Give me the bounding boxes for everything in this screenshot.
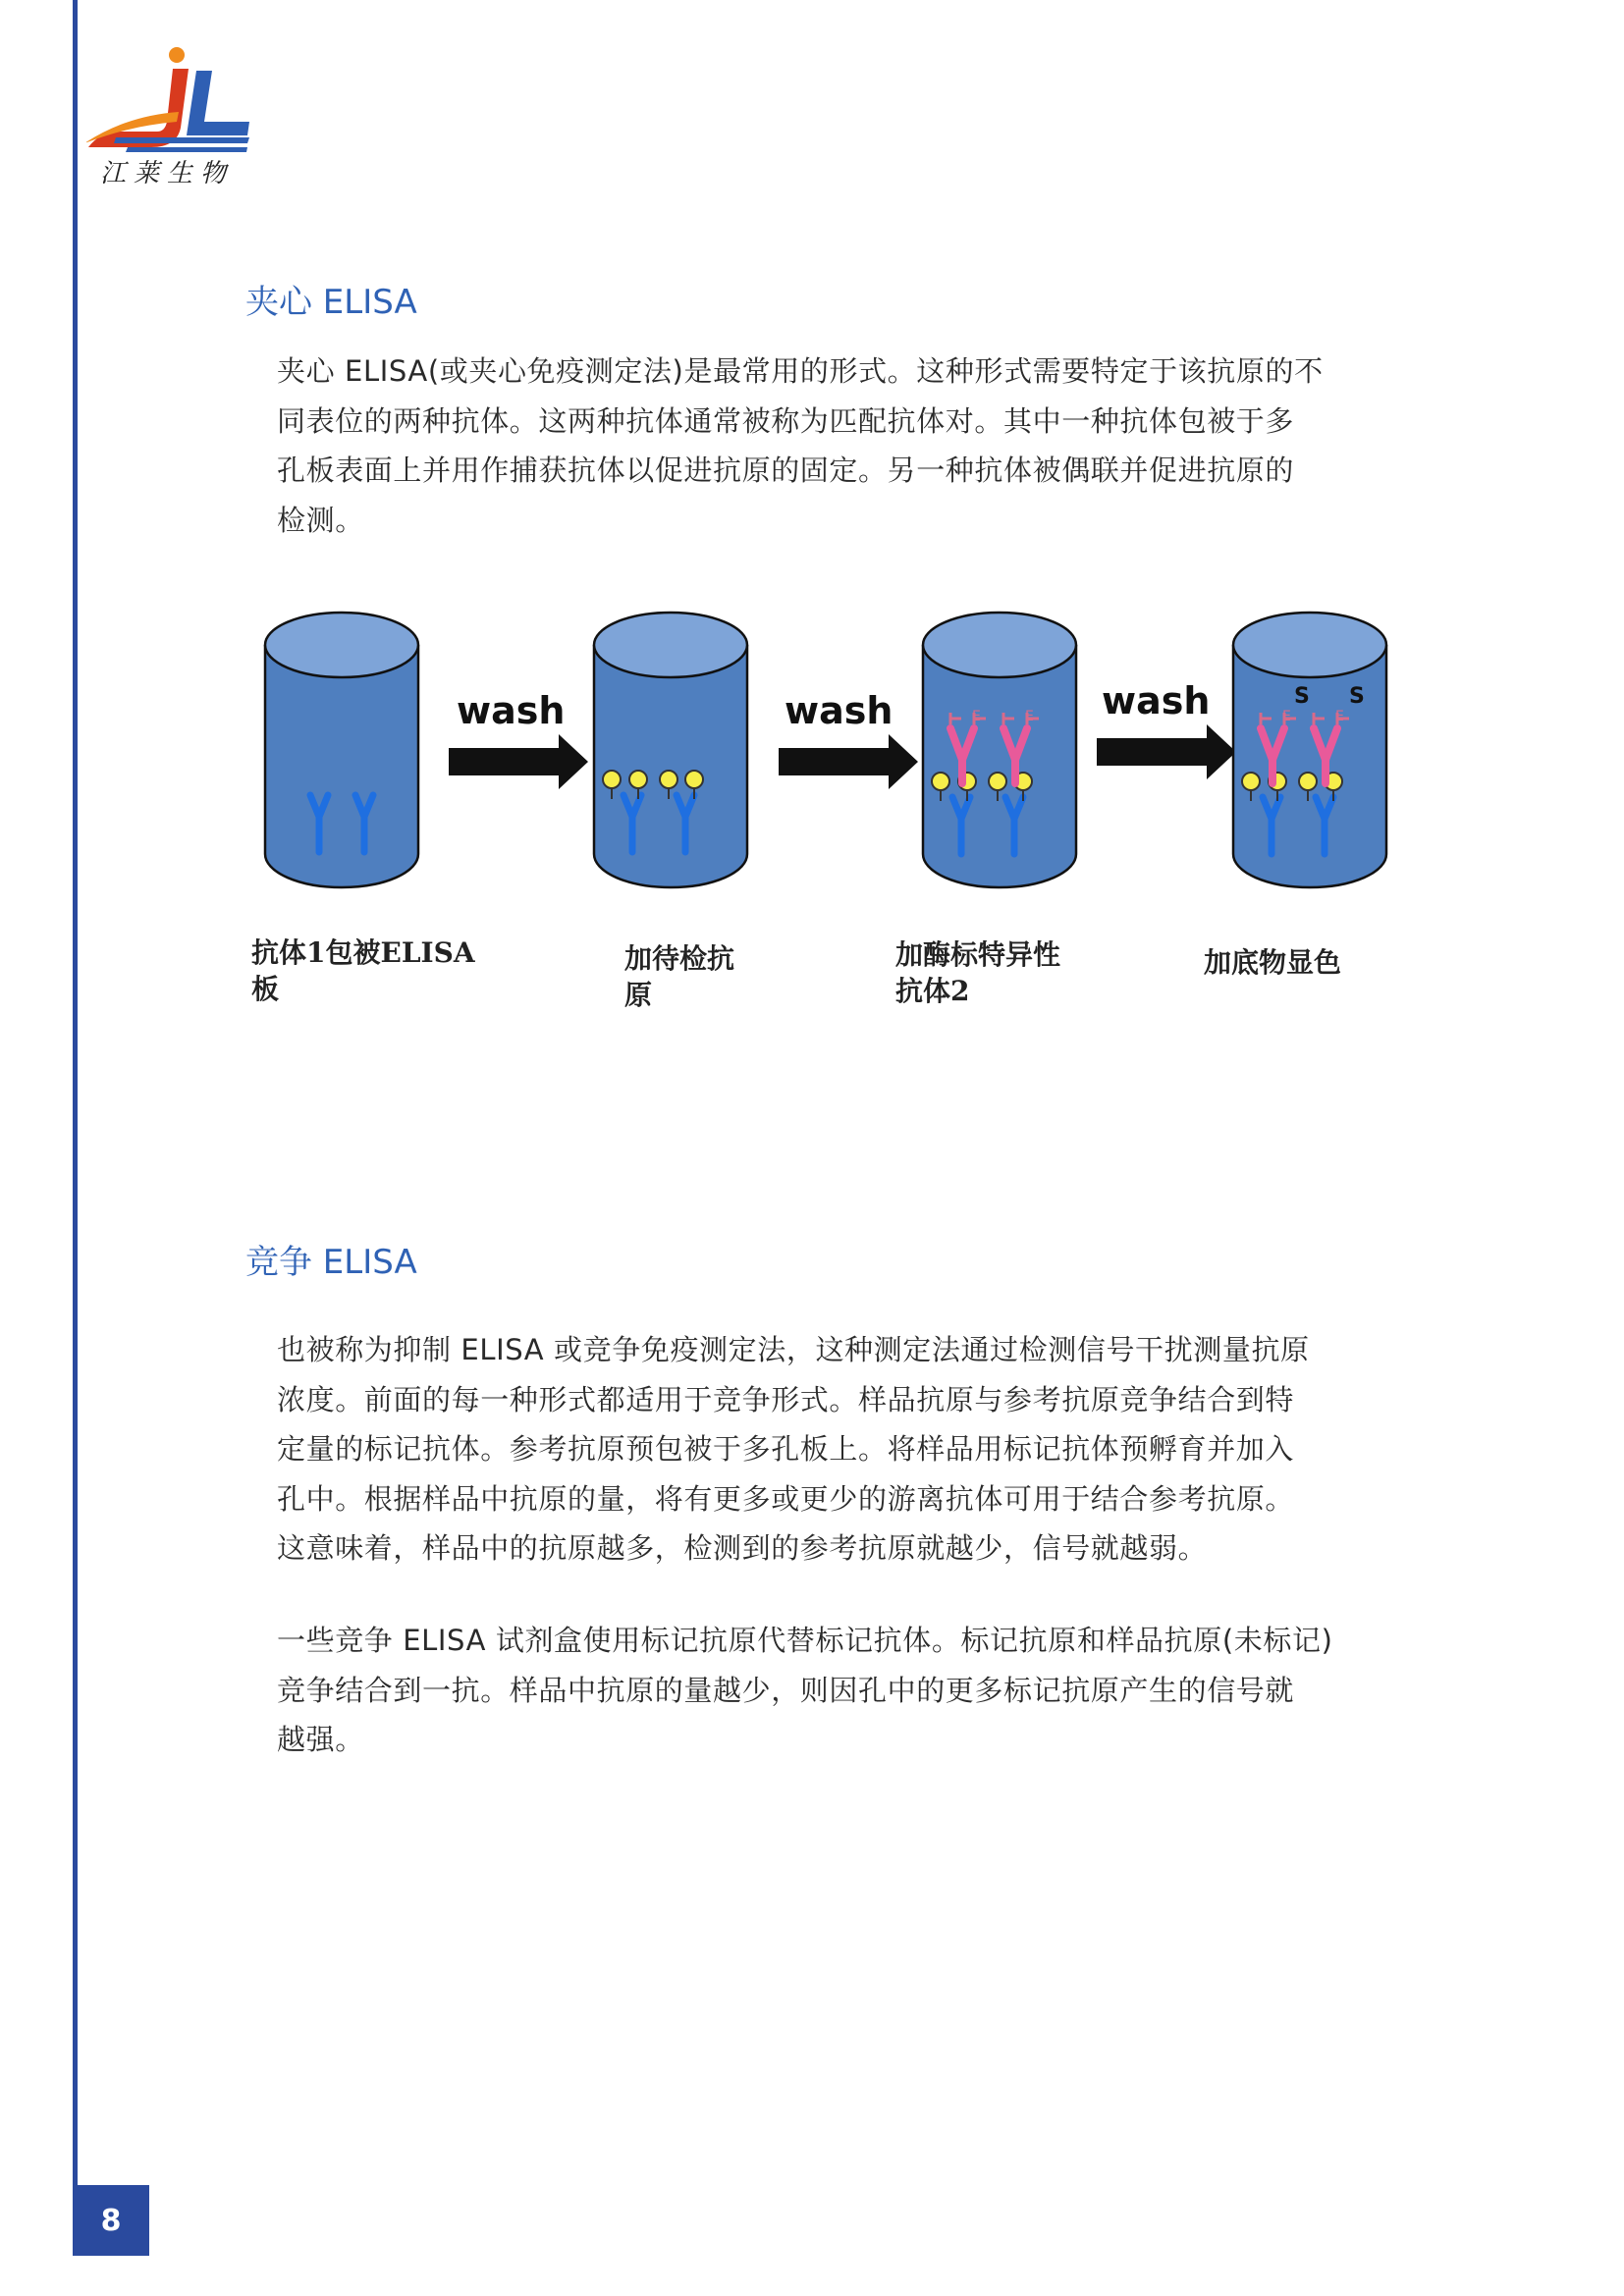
enzyme-label: E [1025, 709, 1034, 724]
sandwich-elisa-diagram [245, 589, 1404, 1050]
wash-arrow-2 [779, 734, 918, 789]
section-title-competitive-elisa: 竞争 ELISA [245, 1243, 417, 1282]
caption-line: 原 [624, 979, 653, 1011]
wash-label-1: wash [457, 689, 566, 732]
page-number: 8 [73, 2185, 149, 2256]
text-line: 定量的标记抗体。参考抗原预包被于多孔板上。将样品用标记抗体预孵育并加入 [277, 1432, 1295, 1466]
caption-line: 加待检抗 [624, 942, 735, 975]
caption-line: 加底物显色 [1204, 946, 1342, 979]
well-2 [594, 613, 747, 887]
competitive-elisa-paragraph-2 [277, 1616, 1406, 1765]
substrate-label: S [1349, 684, 1365, 709]
caption-line: 加酶标特异性 [895, 938, 1061, 971]
wash-label-3: wash [1102, 679, 1211, 722]
text-line: 竞争结合到一抗。样品中抗原的量越少，则因孔中的更多标记抗原产生的信号就 [277, 1673, 1295, 1707]
wash-arrow-1 [449, 734, 588, 789]
substrate-label: S [1294, 684, 1310, 709]
text-line: 这意味着，样品中的抗原越多，检测到的参考抗原就越少，信号就越弱。 [277, 1531, 1208, 1565]
well-3 [923, 613, 1076, 887]
text-line: 夹心 ELISA(或夹心免疫测定法)是最常用的形式。这种形式需要特定于该抗原的不 [277, 354, 1324, 388]
enzyme-label: E [1335, 709, 1344, 724]
competitive-elisa-paragraph-1 [277, 1325, 1406, 1574]
well-1 [265, 613, 418, 887]
enzyme-label: E [1282, 709, 1291, 724]
text-line: 孔板表面上并用作捕获抗体以促进抗原的固定。另一种抗体被偶联并促进抗原的 [277, 454, 1295, 487]
step-1-caption [251, 934, 475, 1007]
text-line: 检测。 [277, 503, 364, 537]
text-line: 同表位的两种抗体。这两种抗体通常被称为匹配抗体对。其中一种抗体包被于多 [277, 403, 1295, 438]
wash-arrow-3 [1097, 724, 1236, 779]
elisa-steps-illustration [245, 589, 1404, 913]
caption-line: 板 [251, 973, 280, 1005]
section-title-sandwich-elisa: 夹心 ELISA [245, 283, 417, 322]
text-line: 也被称为抑制 ELISA 或竞争免疫测定法，这种测定法通过检测信号干扰测量抗原 [277, 1333, 1310, 1366]
text-line: 孔中。根据样品中抗原的量，将有更多或更少的游离抗体可用于结合参考抗原。 [277, 1481, 1295, 1516]
wash-label-2: wash [785, 689, 893, 732]
well-4 [1233, 613, 1386, 887]
caption-line: 抗体1包被ELISA [251, 936, 475, 969]
caption-line: 抗体2 [895, 975, 970, 1007]
step-2-caption [624, 940, 734, 1013]
text-line: 越强。 [277, 1723, 364, 1756]
text-line: 一些竞争 ELISA 试剂盒使用标记抗原代替标记抗体。标记抗原和样品抗原(未标记) [277, 1624, 1333, 1657]
left-margin-rule [73, 0, 78, 2248]
sandwich-elisa-paragraph [277, 347, 1406, 545]
company-name: 江莱生物 [100, 159, 235, 188]
step-3-caption [895, 936, 1060, 1009]
enzyme-label: E [972, 709, 981, 724]
step-4-caption [1204, 944, 1341, 981]
text-line: 浓度。前面的每一种形式都适用于竞争形式。样品抗原与参考抗原竞争结合到特 [277, 1382, 1295, 1416]
